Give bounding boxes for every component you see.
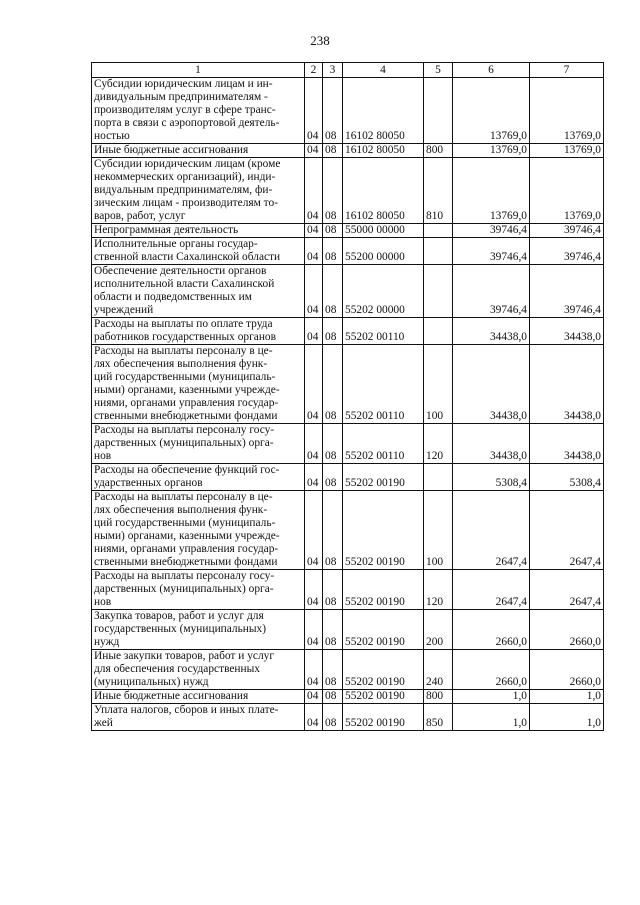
row-expense-type: 800 [424,690,453,704]
row-target-code: 55200 00000 [343,238,424,265]
row-expense-type: 100 [424,491,453,570]
table-row [92,650,604,690]
row-amount-2: 34438,0 [530,345,604,424]
row-amount-2: 13769,0 [530,78,604,144]
row-subsection: 08 [323,144,343,158]
row-amount-1: 13769,0 [453,78,530,144]
row-subsection: 08 [323,158,343,224]
row-subsection: 08 [323,610,343,650]
row-subsection: 08 [323,318,343,345]
row-subsection: 08 [323,238,343,265]
table-row [92,265,604,318]
row-amount-1: 2660,0 [453,610,530,650]
page-number: 238 [310,33,330,48]
row-target-code: 55202 00110 [343,318,424,345]
row-section: 04 [305,424,323,464]
row-target-code: 55000 00000 [343,224,424,238]
row-amount-1: 1,0 [453,690,530,704]
table-row [92,690,604,704]
row-amount-1: 39746,4 [453,238,530,265]
row-target-code: 55202 00110 [343,345,424,424]
row-expense-type: 100 [424,345,453,424]
row-target-code: 16102 80050 [343,158,424,224]
table-row [92,78,604,144]
table-row [92,345,604,424]
row-target-code: 55202 00190 [343,610,424,650]
row-name: Обеспечение деятельности органов исполнительной власти Сахалинской области и подведомственных им учреждений [92,265,305,318]
table-row [92,318,604,345]
table-row [92,704,604,731]
row-amount-2: 2647,4 [530,491,604,570]
header-col-6: 6 [453,63,530,78]
row-target-code: 55202 00110 [343,424,424,464]
row-name: Закупка товаров, работ и услуг для государственных (муниципальных) нужд [92,610,305,650]
row-subsection: 08 [323,690,343,704]
row-target-code: 55202 00190 [343,570,424,610]
row-subsection: 08 [323,491,343,570]
row-subsection: 08 [323,704,343,731]
row-amount-1: 13769,0 [453,144,530,158]
row-target-code: 16102 80050 [343,144,424,158]
row-amount-2: 2660,0 [530,650,604,690]
header-col-7: 7 [530,63,604,78]
row-expense-type [424,464,453,491]
header-col-5: 5 [424,63,453,78]
row-name: Иные закупки товаров, работ и услуг для обеспечения государственных (муниципальных) нужд [92,650,305,690]
row-target-code: 55202 00190 [343,690,424,704]
row-amount-1: 34438,0 [453,424,530,464]
table-row [92,158,604,224]
row-section: 04 [305,238,323,265]
row-section: 04 [305,265,323,318]
row-amount-1: 2660,0 [453,650,530,690]
row-target-code: 55202 00190 [343,464,424,491]
row-name: Расходы на выплаты персоналу в це- лях обеспечения выполнения функ- ций государственными (муниципаль- ными) органами, казенными учрежде- ниями, органами управления государ- ственными внебюджетными фондами [92,491,305,570]
row-target-code: 55202 00190 [343,491,424,570]
row-amount-2: 1,0 [530,704,604,731]
row-name: Расходы на выплаты по оплате труда работников государственных органов [92,318,305,345]
row-subsection: 08 [323,224,343,238]
header-col-2: 2 [305,63,323,78]
row-amount-2: 2647,4 [530,570,604,610]
row-amount-1: 5308,4 [453,464,530,491]
row-name: Расходы на обеспечение функций гос- ударственных органов [92,464,305,491]
row-section: 04 [305,318,323,345]
row-name: Расходы на выплаты персоналу в це- лях обеспечения выполнения функ- ций государственными (муниципаль- ными) органами, казенными учрежде- ниями, органами управления государ- ственными внебюджетными фондами [92,345,305,424]
row-expense-type: 240 [424,650,453,690]
row-amount-2: 39746,4 [530,224,604,238]
row-section: 04 [305,345,323,424]
row-name: Исполнительные органы государ- ственной власти Сахалинской области [92,238,305,265]
row-section: 04 [305,690,323,704]
row-amount-2: 34438,0 [530,424,604,464]
row-expense-type: 120 [424,570,453,610]
row-amount-1: 39746,4 [453,265,530,318]
row-expense-type [424,224,453,238]
row-subsection: 08 [323,424,343,464]
header-col-3: 3 [323,63,343,78]
row-section: 04 [305,704,323,731]
table-row [92,491,604,570]
row-amount-2: 34438,0 [530,318,604,345]
row-amount-1: 13769,0 [453,158,530,224]
row-section: 04 [305,650,323,690]
budget-table [91,62,604,731]
row-amount-2: 2660,0 [530,610,604,650]
row-expense-type [424,265,453,318]
row-subsection: 08 [323,78,343,144]
row-amount-2: 13769,0 [530,144,604,158]
row-section: 04 [305,464,323,491]
table-row [92,570,604,610]
header-row [92,63,604,78]
row-subsection: 08 [323,345,343,424]
row-name: Иные бюджетные ассигнования [92,144,305,158]
row-name: Непрограммная деятельность [92,224,305,238]
row-amount-2: 39746,4 [530,265,604,318]
row-amount-2: 13769,0 [530,158,604,224]
table-row [92,464,604,491]
row-expense-type: 200 [424,610,453,650]
row-section: 04 [305,144,323,158]
row-section: 04 [305,610,323,650]
row-section: 04 [305,158,323,224]
table-row [92,224,604,238]
row-amount-1: 39746,4 [453,224,530,238]
row-amount-1: 1,0 [453,704,530,731]
row-amount-1: 34438,0 [453,318,530,345]
table-row [92,424,604,464]
row-name: Субсидии юридическим лицам и ин- дивидуальным предпринимателям - производителям услуг в сфере транс- порта в связи с аэропортовой деятель- ностью [92,78,305,144]
row-amount-1: 2647,4 [453,491,530,570]
row-name: Уплата налогов, сборов и иных плате- жей [92,704,305,731]
row-subsection: 08 [323,650,343,690]
row-section: 04 [305,224,323,238]
row-target-code: 55202 00190 [343,650,424,690]
row-target-code: 55202 00190 [343,704,424,731]
row-amount-1: 34438,0 [453,345,530,424]
row-subsection: 08 [323,570,343,610]
row-target-code: 55202 00000 [343,265,424,318]
header-col-1: 1 [92,63,305,78]
row-section: 04 [305,570,323,610]
row-amount-2: 1,0 [530,690,604,704]
row-name: Субсидии юридическим лицам (кроме некоммерческих организаций), инди- видуальным предпринимателям, фи- зическим лицам - производителям то- варов, работ, услуг [92,158,305,224]
row-amount-2: 5308,4 [530,464,604,491]
row-name: Расходы на выплаты персоналу госу- дарственных (муниципальных) орга- нов [92,570,305,610]
row-target-code: 16102 80050 [343,78,424,144]
row-section: 04 [305,491,323,570]
table-row [92,144,604,158]
header-col-4: 4 [343,63,424,78]
table-row [92,610,604,650]
row-expense-type: 810 [424,158,453,224]
row-subsection: 08 [323,464,343,491]
row-name: Расходы на выплаты персоналу госу- дарственных (муниципальных) орга- нов [92,424,305,464]
row-expense-type [424,78,453,144]
row-expense-type [424,238,453,265]
row-section: 04 [305,78,323,144]
row-expense-type: 120 [424,424,453,464]
row-amount-1: 2647,4 [453,570,530,610]
row-name: Иные бюджетные ассигнования [92,690,305,704]
row-subsection: 08 [323,265,343,318]
row-amount-2: 39746,4 [530,238,604,265]
row-expense-type: 850 [424,704,453,731]
row-expense-type [424,318,453,345]
table-row [92,238,604,265]
row-expense-type: 800 [424,144,453,158]
